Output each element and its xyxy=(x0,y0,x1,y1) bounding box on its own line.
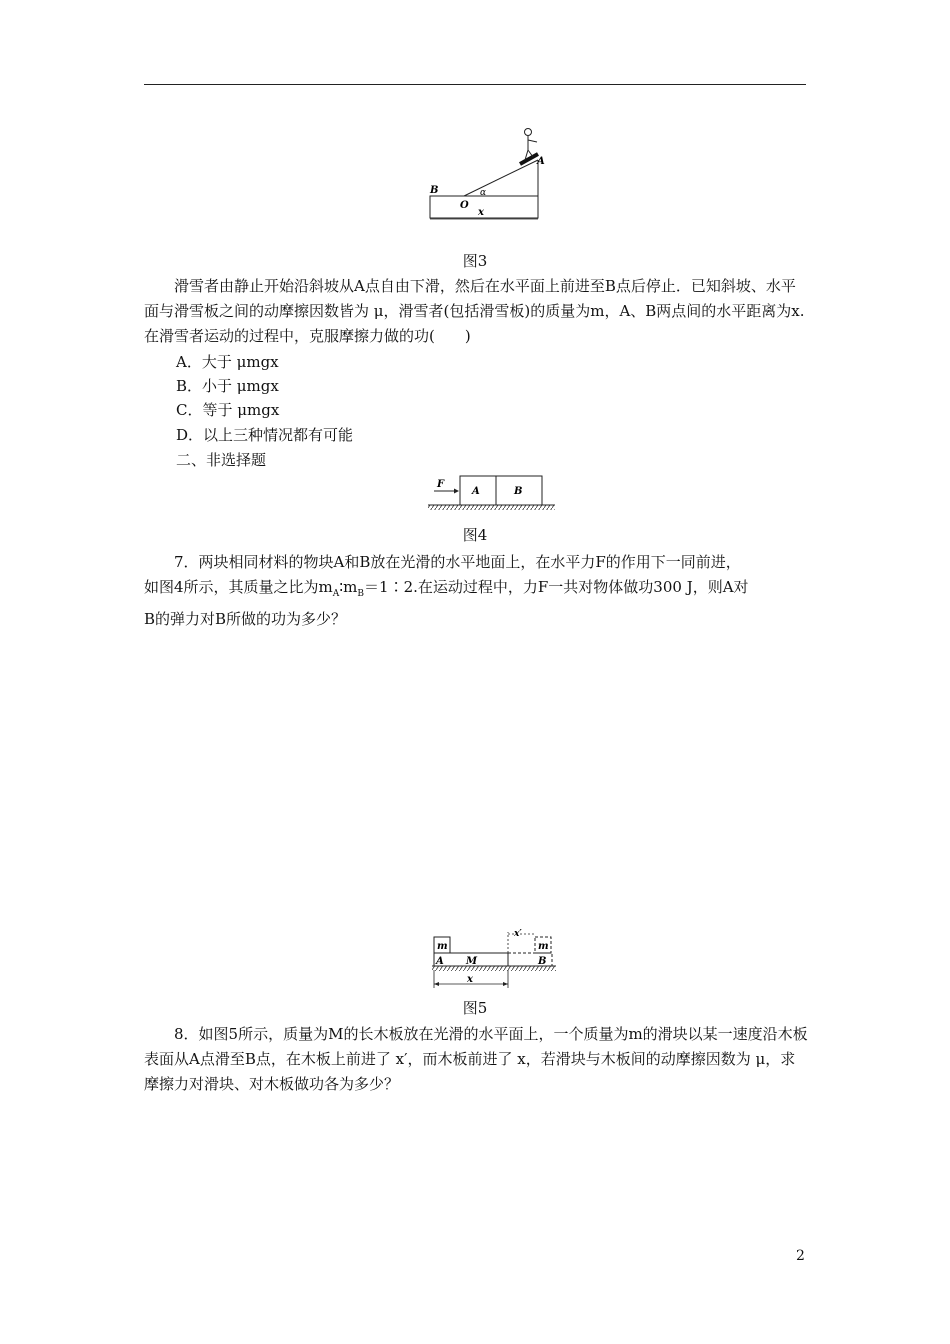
figure-3-slope-diagram xyxy=(420,122,550,232)
q6-stem-text: 滑雪者由静止开始沿斜坡从A点自由下滑，然后在水平面上前进至B点后停止．已知斜坡、水平面与滑雪板之间的动摩擦因数皆为 μ，滑雪者(包括滑雪板)的质量为m，A、B两点间的水平距离为x.在滑雪者运动的过程中，克服摩擦力做的功( ) xyxy=(144,277,805,345)
fig4-label-b: B xyxy=(514,486,523,497)
fig3-label-o: O xyxy=(460,200,469,211)
figure-5-caption: 图5 xyxy=(462,999,488,1017)
fig4-label-a: A xyxy=(472,486,480,497)
figure-3-caption: 图3 xyxy=(462,252,488,270)
header-rule xyxy=(144,84,806,85)
fig5-label-m1: m xyxy=(437,941,448,952)
q8-text: 8．如图5所示，质量为M的长木板放在光滑的水平面上，一个质量为m的滑块以某一速度沿木板表面从A点滑至B点，在木板上前进了 x′，而木板前进了 x，若滑块与木板间的动摩擦因数为 μ，求摩擦力对滑块、对木板做功各为多少？ xyxy=(144,1025,808,1093)
q7-sub-a: A xyxy=(332,589,340,599)
section-heading: 二、非选择题 xyxy=(176,451,267,469)
fig5-label-xprime: x′ xyxy=(514,929,522,939)
q7-line-2-mid: ∶m xyxy=(339,578,358,596)
q6-option-b: B．小于 μmgx xyxy=(176,377,279,395)
q6-option-d: D．以上三种情况都有可能 xyxy=(176,426,354,444)
q7-line-2-post: ＝1∶2.在运动过程中，力F一共对物体做功300 J，则A对 xyxy=(364,578,749,596)
fig3-label-a: A xyxy=(537,156,545,167)
q6-option-a: A．大于 μmgx xyxy=(176,353,279,371)
q7-sub-b: B xyxy=(357,589,365,599)
q7-line-1: 7．两块相同材料的物块A和B放在光滑的水平地面上，在水平力F的作用下一同前进， xyxy=(174,553,741,571)
fig5-label-m2: m xyxy=(538,941,549,952)
figure-5-board-diagram xyxy=(428,928,560,996)
q7-line-2 xyxy=(144,575,808,607)
fig5-label-a: A xyxy=(436,956,444,967)
q7-line-2-pre: 如图4所示，其质量之比为m xyxy=(144,578,333,596)
question-8 xyxy=(144,1022,808,1097)
figure-4-blocks-diagram xyxy=(428,472,558,514)
fig5-label-m-board: M xyxy=(466,956,478,967)
fig3-label-b: B xyxy=(430,185,439,196)
question-7 xyxy=(144,550,808,632)
fig4-label-f: F xyxy=(437,479,445,490)
fig3-label-alpha: α xyxy=(480,188,487,198)
page-number: 2 xyxy=(796,1248,805,1264)
fig5-label-x: x xyxy=(467,974,473,985)
question-6-stem xyxy=(144,274,808,349)
figure-4-caption: 图4 xyxy=(462,526,488,544)
q6-option-c: C．等于 μmgx xyxy=(176,401,280,419)
fig5-label-b: B xyxy=(538,956,547,967)
fig3-label-x: x xyxy=(478,207,484,218)
q7-line-3: B的弹力对B所做的功为多少？ xyxy=(144,610,347,628)
